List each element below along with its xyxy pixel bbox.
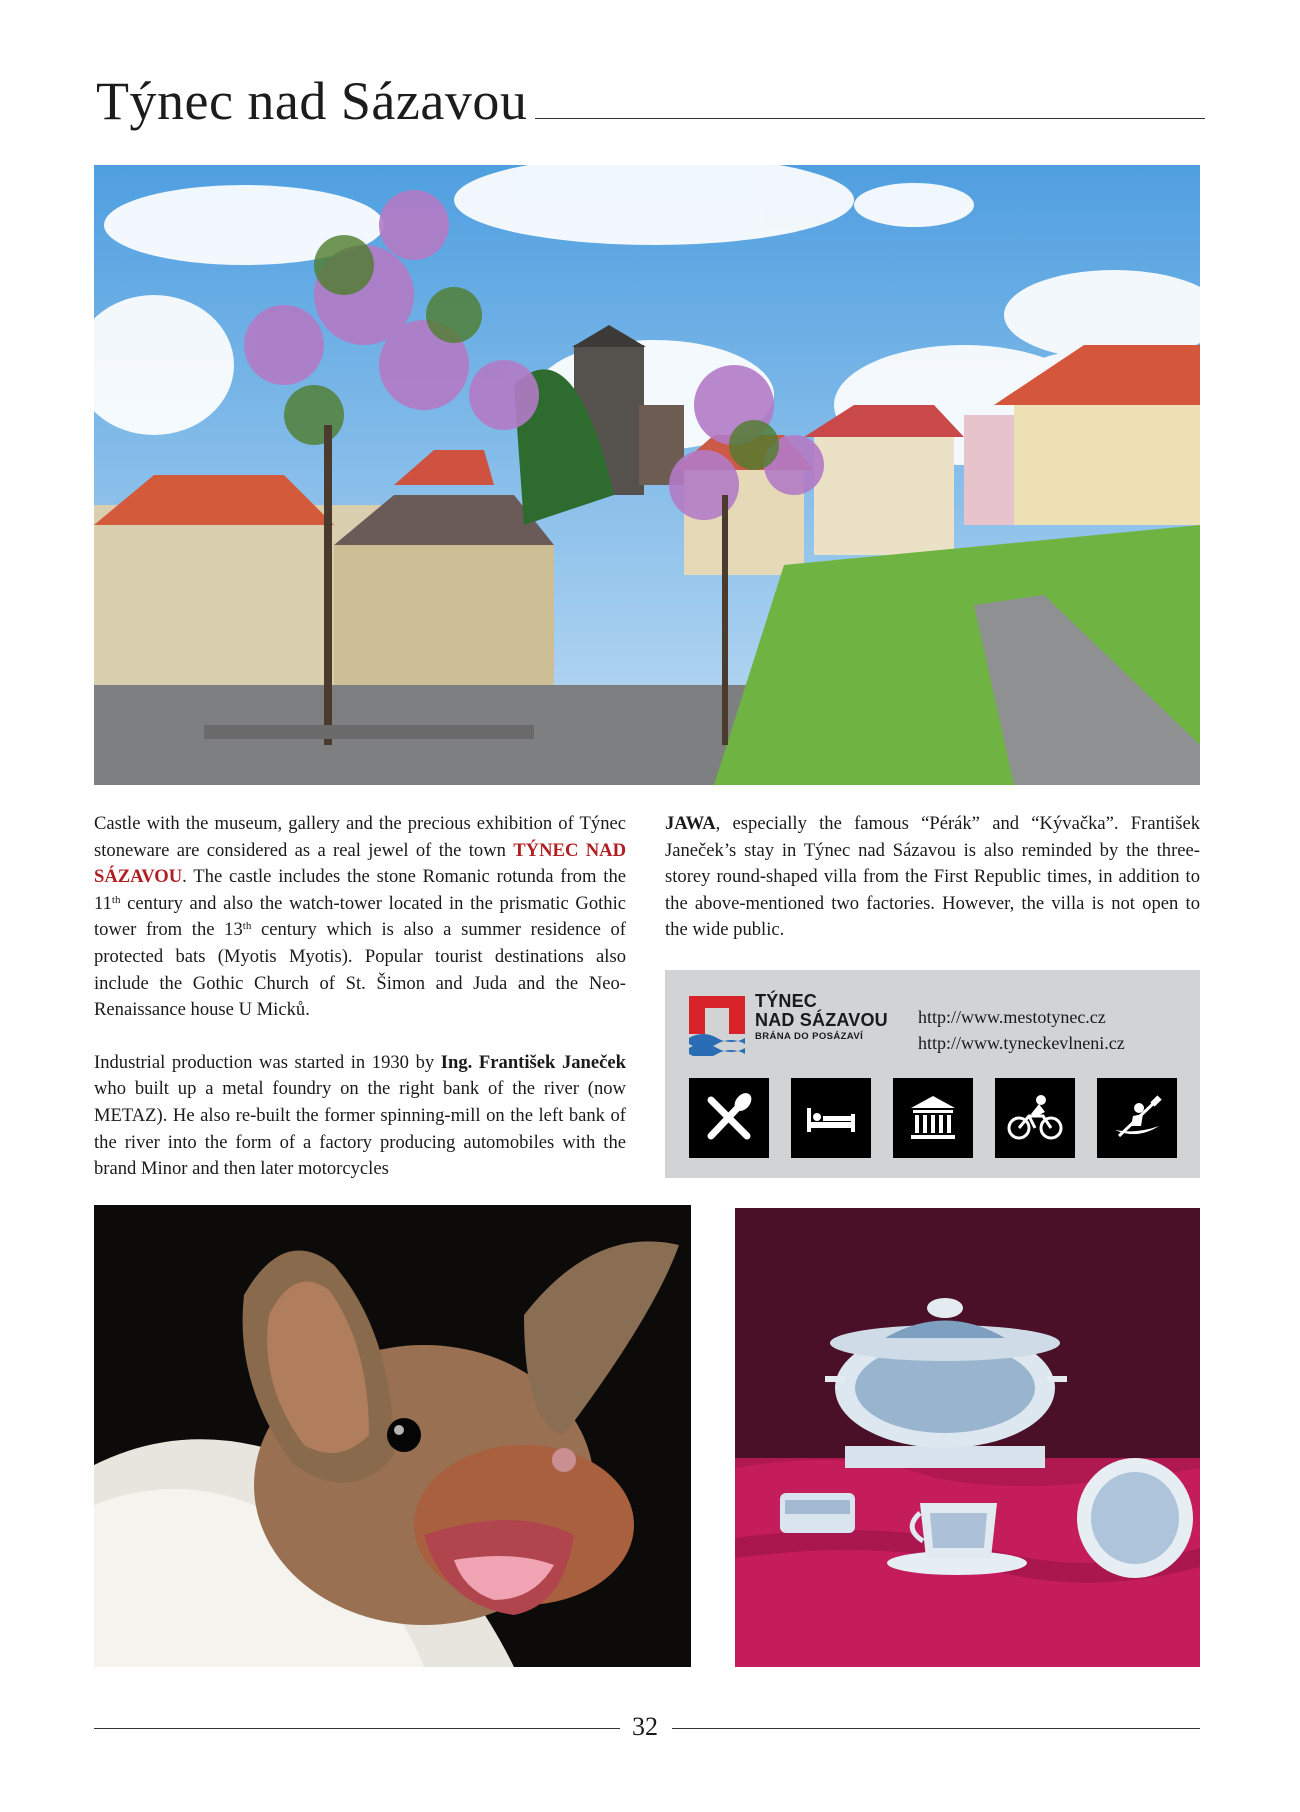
page-number: 32 — [632, 1712, 658, 1741]
logo-line-2: NAD SÁZAVOU — [755, 1010, 888, 1030]
left-text-column — [94, 811, 626, 1183]
castle-text-b: . The castle includes the stone Romanic rotunda from the 11 — [94, 866, 626, 914]
restaurant-icon — [689, 1078, 769, 1158]
link-mestotynec[interactable]: http://www.mestotynec.cz — [918, 1007, 1106, 1027]
industry-text-b: who built up a metal foundry on the right bank of the river (now METAZ). He also re-built the former spinning-mill on the left bank of the river into the form of a factory producing automobiles with the brand Minor and then later motorcycles — [94, 1078, 626, 1180]
page-title: Týnec nad Sázavou — [96, 71, 528, 131]
industry-paragraph — [94, 1050, 626, 1183]
link-tyneckevlneni[interactable]: http://www.tyneckevlneni.cz — [918, 1033, 1125, 1053]
ordinal-suffix: th — [242, 920, 252, 933]
footer-rule-right — [672, 1728, 1200, 1729]
jawa-brand: JAWA — [665, 813, 716, 834]
logo-wordmark — [755, 992, 888, 1043]
museum-icon — [893, 1078, 973, 1158]
town-photo — [94, 165, 1200, 785]
logo-tagline: BRÁNA DO POSÁZAVÍ — [755, 1031, 864, 1042]
title-rule — [535, 118, 1205, 119]
town-name-highlight: TÝNEC NAD SÁZAVOU — [94, 839, 626, 888]
ordinal-suffix: th — [111, 893, 121, 906]
logo-line-1: TÝNEC — [755, 991, 818, 1011]
castle-paragraph — [94, 811, 626, 1024]
castle-text-d: century which is also a summer residence of protected bats (Myotis Myotis). Popular tourist destinations also include the Gothic Church of St. Šimon and Juda and the Neo-Renaissance house U Micků. — [94, 919, 626, 1021]
info-box — [665, 970, 1200, 1178]
canoeing-icon — [1097, 1078, 1177, 1158]
jawa-text: , especially the famous “Pérák” and “Kývačka”. František Janeček’s stay in Týnec nad Sázavou is also reminded by the three-storey round-shaped villa from the First Republic times, in addition to the above-mentioned two factories. However, the villa is not open to the wide public. — [665, 813, 1200, 941]
stoneware-photo — [735, 1208, 1200, 1667]
castle-text-c: century and also the watch-tower located in the prismatic Gothic tower from the 13 — [94, 892, 626, 941]
accommodation-icon — [791, 1078, 871, 1158]
industry-text-a: Industrial production was started in 1930 by — [94, 1051, 441, 1073]
cycling-icon — [995, 1078, 1075, 1158]
footer-rule-left — [94, 1728, 620, 1729]
web-links — [918, 1004, 1125, 1056]
bat-photo — [94, 1205, 691, 1667]
right-text-column — [665, 811, 1200, 944]
jawa-paragraph — [665, 811, 1200, 944]
town-logo — [687, 994, 747, 1061]
amenity-icons — [689, 1078, 1177, 1158]
castle-text-a: Castle with the museum, gallery and the precious exhibition of Týnec stoneware are considered as a real jewel of the town — [94, 813, 626, 861]
founder-name: Ing. František Janeček — [440, 1051, 626, 1073]
